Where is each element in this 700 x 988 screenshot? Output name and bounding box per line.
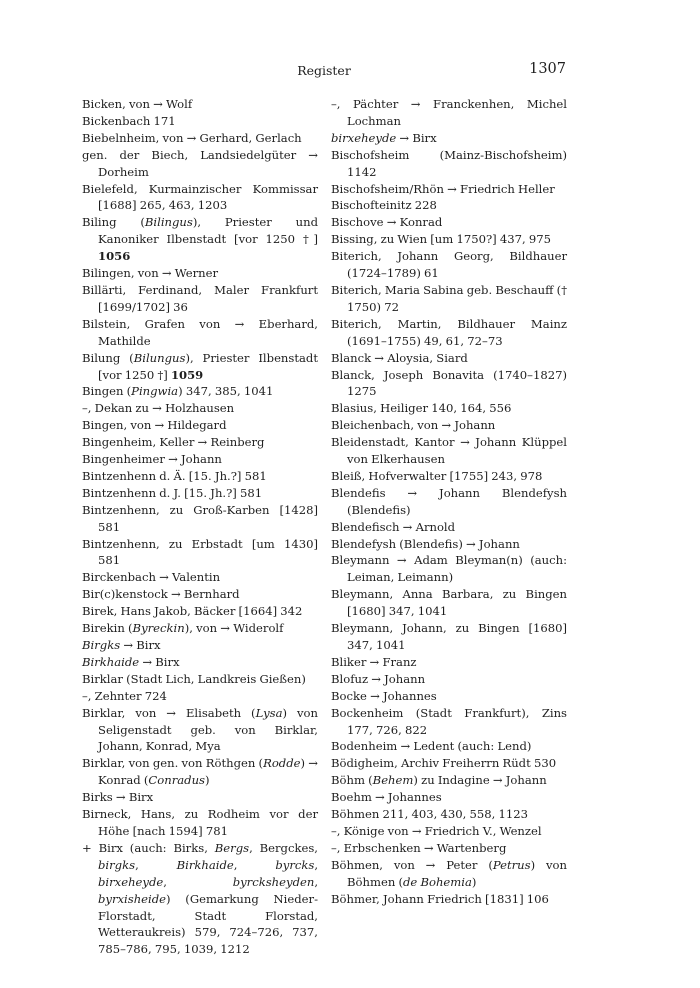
index-entry: Blanck → Aloysia, Siard <box>331 350 468 365</box>
index-entry: Birgks → Birx <box>82 638 161 652</box>
index-entry: Biterich, Maria Sabina geb. Beschauff († 1750) 72 <box>331 282 567 314</box>
index-entry: Böhmer, Johann Friedrich [1831] 106 <box>331 891 549 906</box>
index-entry: Birneck, Hans, zu Rodheim vor der Höhe [nach 1594] 781 <box>82 807 318 838</box>
index-entry: Birks → Birx <box>82 790 154 805</box>
index-entry: Bilung (Bilungus), Priester Ilbenstadt [vor 1250 †] 1059 <box>82 350 318 382</box>
index-entry: Bintzenhenn, zu Groß-Karben [1428] 581 <box>82 502 318 534</box>
index-entry: Bleymann → Adam Bleyman(n) (auch: Leiman, Leimann) <box>331 553 567 585</box>
index-entry: Birek, Hans Jakob, Bäcker [1664] 342 <box>82 604 303 619</box>
index-entry: Birklar (Stadt Lich, Landkreis Gießen) <box>82 671 306 686</box>
index-entry: Biterich, Johann Georg, Bildhauer (1724–1789) 61 <box>331 249 567 281</box>
index-entry: Birklar, von gen. von Röthgen (Rodde) → Konrad (Conradus) <box>82 756 318 788</box>
index-column-left <box>82 96 318 958</box>
index-entry: Bischove → Konrad <box>331 215 443 230</box>
index-entry: Bocke → Johannes <box>331 688 437 703</box>
index-entry: Bischofteinitz 228 <box>331 198 437 213</box>
index-entry: Blendefisch → Arnold <box>331 519 456 534</box>
index-entry: Bir(c)kenstock → Bernhard <box>82 587 240 602</box>
index-entry: Bischofsheim (Mainz-Bischofsheim) 1142 <box>331 147 567 179</box>
page-number: 1307 <box>529 61 566 77</box>
index-entry: Boehm → Johannes <box>331 790 442 805</box>
index-entry: Bingen (Pingwia) 347, 385, 1041 <box>82 384 274 399</box>
index-entry: Bleichenbach, von → Johann <box>331 418 496 433</box>
index-entry: Bissing, zu Wien [um 1750?] 437, 975 <box>331 232 552 247</box>
index-entry: Biebelnheim, von → Gerhard, Gerlach <box>82 130 302 145</box>
index-entry: Böhmen, von → Peter (Petrus) von Böhmen (de Bohemia) <box>331 857 567 889</box>
index-entry: Bingenheim, Keller → Reinberg <box>82 435 265 450</box>
index-entry: Böhmen 211, 403, 430, 558, 1123 <box>331 807 528 822</box>
index-entry: Biling (Bilingus), Priester und Kanoniker Ilbenstadt [vor 1250 †] 1056 <box>82 215 318 264</box>
index-entry: Blendefysh (Blendefis) → Johann <box>331 536 520 551</box>
index-entry: Biterich, Martin, Bildhauer Mainz (1691–1755) 49, 61, 72–73 <box>331 316 567 348</box>
index-entry: Bintzenhenn, zu Erbstadt [um 1430] 581 <box>82 536 318 568</box>
index-entry: Bliker → Franz <box>331 654 417 669</box>
index-entry: Blendefis → Johann Blendefysh (Blendefis) <box>331 485 567 517</box>
index-entry: Bleiß, Hofverwalter [1755] 243, 978 <box>331 468 543 483</box>
index-entry: Bödigheim, Archiv Freiherrn Rüdt 530 <box>331 756 557 771</box>
index-entry: Birkhaide → Birx <box>82 654 180 669</box>
running-title: Register <box>297 63 351 78</box>
index-entry: Bleymann, Johann, zu Bingen [1680] 347, 1041 <box>331 621 567 652</box>
index-entry: Billärti, Ferdinand, Maler Frankfurt [1699/1702] 36 <box>82 282 318 314</box>
index-entry: Blofuz → Johann <box>331 671 426 686</box>
index-entry: Bockenheim (Stadt Frankfurt), Zins 177, 726, 822 <box>331 705 567 737</box>
index-entry: Bilingen, von → Werner <box>82 266 219 281</box>
index-column-right <box>331 96 567 908</box>
index-entry: Bleidenstadt, Kantor → Johann Klüppel von Elkerhausen <box>331 435 567 467</box>
page-header <box>82 61 566 81</box>
index-entry: –, Dekan zu → Holzhausen <box>82 401 235 416</box>
index-entry: Bischofsheim/Rhön → Friedrich Heller <box>331 181 555 196</box>
index-entry: Bingenheimer → Johann <box>82 452 222 467</box>
index-entry: Bintzenhenn d. Ä. [15. Jh.?] 581 <box>82 468 267 483</box>
index-entry: Bilstein, Grafen von → Eberhard, Mathilde <box>82 316 318 348</box>
index-entry: Bintzenhenn d. J. [15. Jh.?] 581 <box>82 485 263 500</box>
index-entry: Birklar, von → Elisabeth (Lysa) von Seligenstadt geb. von Birklar, Johann, Konrad, Mya <box>82 705 318 754</box>
index-entry: Bickenbach 171 <box>82 113 176 128</box>
index-entry: Bodenheim → Ledent (auch: Lend) <box>331 739 532 754</box>
index-entry: Bingen, von → Hildegard <box>82 418 227 433</box>
index-entry: Blanck, Joseph Bonavita (1740–1827) 1275 <box>331 367 567 399</box>
index-entry: Bicken, von → Wolf <box>82 97 193 111</box>
index-entry: Bleymann, Anna Barbara, zu Bingen [1680] 347, 1041 <box>331 587 567 619</box>
index-entry: Böhm (Behem) zu Indagine → Johann <box>331 773 547 788</box>
index-entry: –, Pächter → Franckenhen, Michel Lochman <box>331 97 567 128</box>
index-entry: Birckenbach → Valentin <box>82 570 221 585</box>
index-entry: –, Könige von → Friedrich V., Wenzel <box>331 823 542 838</box>
index-entry: gen. der Biech, Landsiedelgüter → Dorheim <box>82 147 318 179</box>
index-entry: Blasius, Heiliger 140, 164, 556 <box>331 401 512 416</box>
index-entry: –, Zehnter 724 <box>82 688 167 703</box>
index-entry: + Birx (auch: Birks, Bergs, Bergckes, birgks, Birkhaide, byrcks, birxeheyde, byrcksheyden, byrxisheide) (Gemarkung Nieder-Florstadt, Stadt Florstad, Wetteraukreis) 579, 724–726, 737, 785–786, 795, 1039, 1212 <box>82 840 319 957</box>
index-entry: Birekin (Byreckin), von → Widerolf <box>82 621 284 636</box>
index-entry: birxeheyde → Birx <box>331 130 437 145</box>
index-entry: Bielefeld, Kurmainzischer Kommissar [1688] 265, 463, 1203 <box>82 181 318 213</box>
index-entry: –, Erbschenken → Wartenberg <box>331 840 507 855</box>
